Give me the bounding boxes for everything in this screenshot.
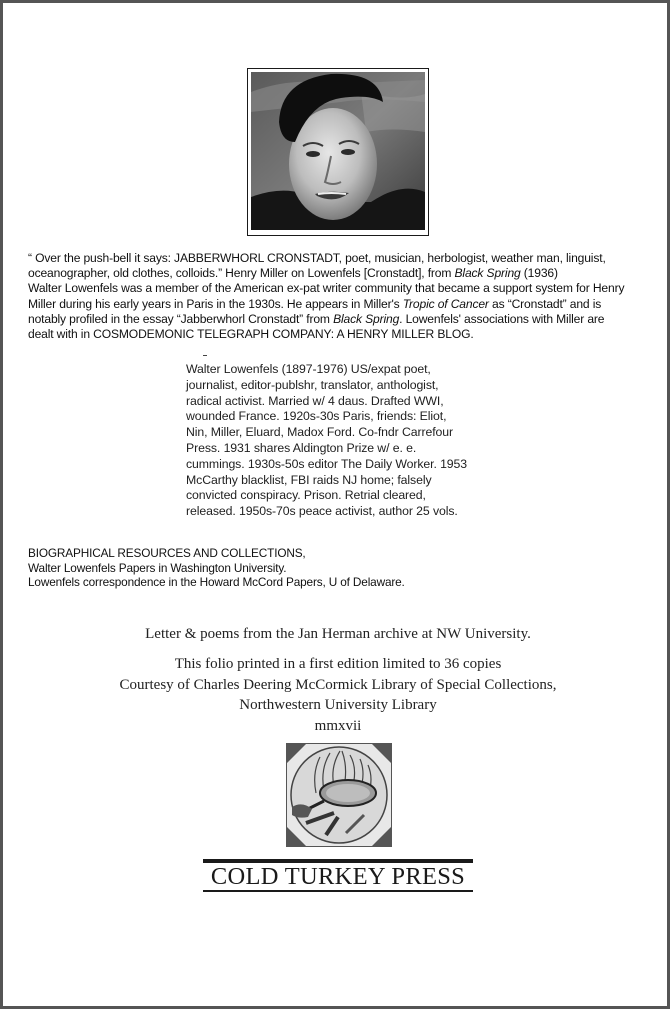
resource-item: Lowenfels correspondence in the Howard McCord Papers, U of Delaware. — [28, 575, 405, 590]
colophon-source — [3, 625, 670, 643]
press-rule-bottom — [203, 890, 473, 892]
bio-line: Walter Lowenfels (1897-1976) US/expat poet, — [186, 362, 431, 376]
text-run: notably profiled in the essay “Jabberwhorl Cronstadt” from — [28, 311, 334, 326]
italic-title: Black Spring — [333, 311, 400, 326]
text-run: . Lowenfels' associations with Miller are — [399, 311, 605, 326]
text-run: Walter Lowenfels was a member of the American ex-pat writer community that became a support system for Henry — [28, 281, 625, 296]
bio-line: McCarthy blacklist, FBI raids NJ home; falsely — [186, 472, 432, 487]
stray-mark — [203, 355, 207, 356]
press-emblem-icon — [286, 743, 392, 847]
italic-title: Tropic of Cancer — [402, 296, 489, 311]
italic-title: Black Spring — [454, 266, 521, 281]
bio-line: released. 1950s-70s peace activist, author 25 vols. — [186, 504, 458, 519]
resources-section — [28, 546, 528, 590]
text-run: dealt with in COSMODEMONIC TELEGRAPH COMPANY: A HENRY MILLER BLOG. — [28, 327, 474, 342]
intro-line — [28, 266, 658, 281]
source-line: Letter & poems from the Jan Herman archive at NW University. — [145, 626, 531, 642]
bio-line: journalist, editor-publshr, translator, anthologist, — [186, 377, 439, 392]
library-line: Northwestern University Library — [239, 697, 437, 713]
edition-line: This folio printed in a first edition limited to 36 copies — [174, 656, 502, 672]
bio-line: cummings. 1930s-50s editor The Daily Worker. 1953 — [186, 456, 468, 471]
intro-line — [28, 312, 658, 327]
intro-line — [28, 297, 658, 312]
press-name: COLD TURKEY PRESS — [210, 863, 466, 890]
intro-paragraph — [28, 251, 658, 342]
bio-line: Nin, Miller, Eluard, Madox Ford. Co-fndr Carrefour — [186, 425, 453, 440]
text-run: (1936) — [520, 266, 558, 281]
portrait-frame — [247, 68, 429, 236]
year-line: mmxvii — [314, 717, 362, 734]
intro-line — [28, 327, 658, 342]
bio-line: radical activist. Married w/ 4 daus. Drafted WWI, — [186, 393, 444, 408]
text-run: Miller during his early years in Paris in the 1930s. He appears in Miller's — [28, 296, 403, 311]
bio-summary — [186, 362, 486, 520]
resource-item: Walter Lowenfels Papers in Washington University. — [28, 560, 287, 575]
resources-heading: BIOGRAPHICAL RESOURCES AND COLLECTIONS, — [28, 546, 306, 560]
courtesy-line: Courtesy of Charles Deering McCormick Library of Special Collections, — [119, 676, 557, 693]
portrait-photo — [251, 72, 425, 230]
portrait-image — [251, 72, 425, 230]
text-run: oceanographer, old clothes, colloids.” Henry Miller on Lowenfels [Cronstadt], from — [28, 266, 455, 281]
intro-line — [28, 281, 658, 296]
bio-line: convicted conspiracy. Prison. Retrial cleared, — [186, 488, 426, 503]
text-run: “ Over the push-bell it says: JABBERWHORL CRONSTADT, poet, musician, herbologist, weather man, linguist, — [28, 251, 606, 265]
bio-line: Press. 1931 shares Aldington Prize w/ e. e. — [186, 440, 417, 455]
intro-line — [28, 251, 658, 266]
bio-line: wounded France. 1920s-30s Paris, friends: Eliot, — [186, 409, 447, 424]
colophon-edition — [3, 654, 670, 736]
text-run: as “Cronstadt” and is — [488, 296, 602, 311]
